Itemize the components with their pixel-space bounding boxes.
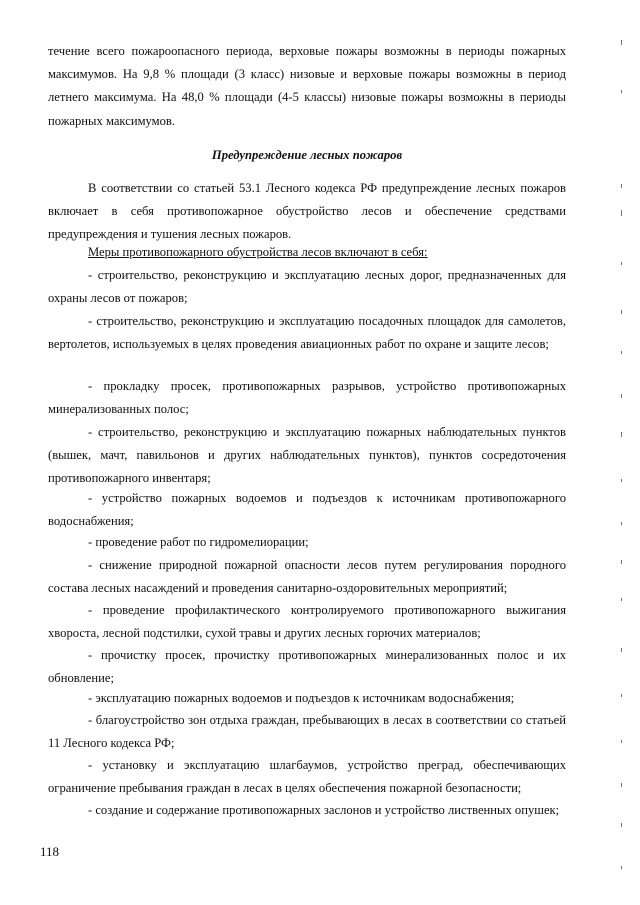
list-item: - установку и эксплуатацию шлагбаумов, устройство преград, обеспечивающих ограничение пребывания граждан в лесах в целях обеспечения пожарной безопасности; xyxy=(48,758,566,796)
list-item: - прочистку просек, прочистку противопожарных минерализованных полос и их обновление; xyxy=(48,648,566,686)
scan-mark xyxy=(621,694,622,697)
section-heading: Предупреждение лесных пожаров xyxy=(211,148,403,162)
list-item: - устройство пожарных водоемов и подъездов к источникам противопожарного водоснабжения; xyxy=(48,491,566,529)
scan-mark xyxy=(621,598,622,601)
list-item: - снижение природной пожарной опасности лесов путем регулирования породного состава лесных насаждений и проведения санитарно-оздоровительных мероприятий; xyxy=(48,558,566,596)
scan-mark xyxy=(621,90,622,93)
scan-mark xyxy=(621,522,622,525)
scan-mark xyxy=(621,479,622,482)
scan-mark xyxy=(621,432,622,437)
list-item: - проведение работ по гидромелиорации; xyxy=(88,535,309,549)
measures-heading: Меры противопожарного обустройства лесов включают в себя: xyxy=(88,245,428,259)
scan-mark xyxy=(621,394,622,398)
scan-mark xyxy=(621,184,622,188)
scan-mark xyxy=(621,648,622,652)
scan-mark xyxy=(621,310,622,314)
paragraph-law: В соответствии со статьей 53.1 Лесного кодекса РФ предупреждение лесных пожаров включает в себя противопожарное обустройство лесов и обеспечение средствами предупреждения и тушения лесных пожаров. xyxy=(48,181,566,242)
list-item: - строительство, реконструкцию и эксплуатацию посадочных площадок для самолетов, вертолетов, используемых в целях проведения авиационных работ по охране и защите лесов; xyxy=(48,314,566,352)
paragraph-intro: течение всего пожароопасного периода, верховые пожары возможны в периоды пожарных максимумов. На 9,8 % площади (3 класс) низовые и верховые пожары возможны в период летнего максимума. На 48,0 % площади (4-5 классы) низовые пожары возможны в периоды пожарных максимумов. xyxy=(48,44,566,128)
list-item: - прокладку просек, противопожарных разрывов, устройство противопожарных минерализованных полос; xyxy=(48,379,566,417)
list-item: - строительство, реконструкцию и эксплуатацию пожарных наблюдательных пунктов (вышек, мачт, павильонов и других наблюдательных пунктов), пунктов сосредоточения противопожарного инвентаря; xyxy=(48,425,566,486)
scan-mark xyxy=(621,351,622,354)
scan-mark xyxy=(621,40,622,45)
scan-mark xyxy=(621,262,622,265)
scan-mark xyxy=(621,783,622,787)
list-item: - создание и содержание противопожарных заслонов и устройство лиственных опушек; xyxy=(88,803,560,817)
list-item: - благоустройство зон отдыха граждан, пребывающих в лесах в соответствии со статьей 11 Лесного кодекса РФ; xyxy=(48,713,566,751)
scan-mark xyxy=(621,740,622,743)
page-number: 118 xyxy=(40,844,60,859)
scan-mark xyxy=(621,866,622,869)
scan-mark xyxy=(621,210,622,216)
scan-mark xyxy=(621,823,622,827)
list-item: - строительство, реконструкцию и эксплуатацию лесных дорог, предназначенных для охраны лесов от пожаров; xyxy=(48,268,566,306)
list-item: - проведение профилактического контролируемого противопожарного выжигания хвороста, лесной подстилки, сухой травы и других лесных горючих материалов; xyxy=(48,603,566,641)
list-item: - эксплуатацию пожарных водоемов и подъездов к источникам водоснабжения; xyxy=(88,691,515,705)
scan-mark xyxy=(621,560,622,564)
